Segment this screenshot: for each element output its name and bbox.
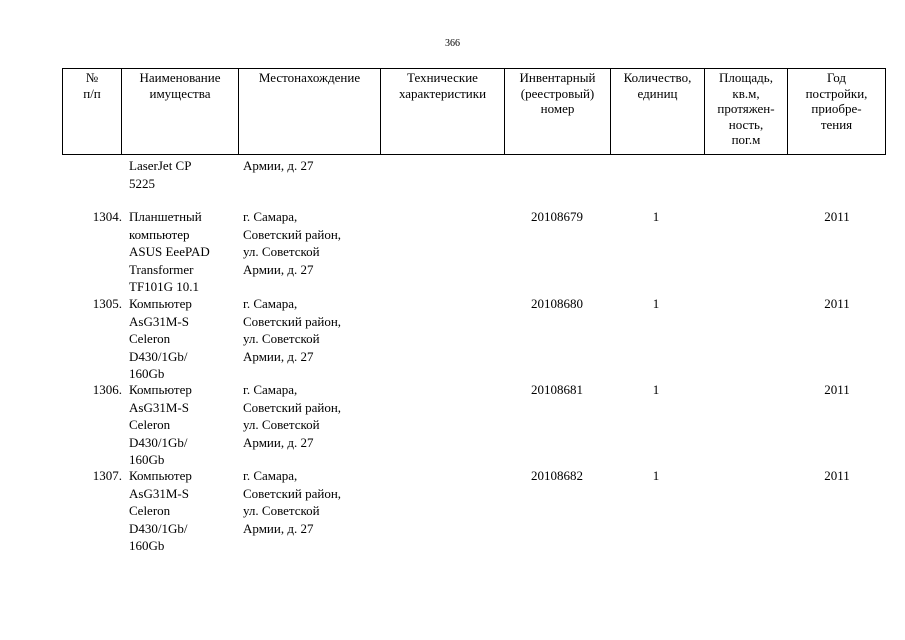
column-header-year	[788, 69, 886, 155]
acquisition-year: 2011	[824, 209, 850, 224]
quantity: 1	[652, 296, 660, 311]
quantity: 1	[652, 382, 660, 397]
acquisition-year: 2011	[824, 468, 850, 483]
item-location: Армии, д. 27	[243, 158, 314, 173]
column-header-area	[705, 69, 788, 155]
column-header-specs	[381, 69, 505, 155]
acquisition-year: 2011	[824, 382, 850, 397]
column-header-label: № п/п	[83, 70, 101, 101]
table-row	[62, 208, 885, 295]
item-location: г. Самара, Советский район, ул. Советской Армии, д. 27	[243, 382, 342, 450]
table-row	[62, 295, 885, 381]
column-header-number	[63, 69, 122, 155]
column-header-inventory	[505, 69, 611, 155]
column-header-location	[239, 69, 381, 155]
item-name: Компьютер AsG31M-S Celeron D430/1Gb/ 160Gb	[129, 468, 192, 553]
column-header-label: Местонахождение	[258, 70, 361, 85]
row-number: 1306.	[92, 382, 122, 397]
quantity: 1	[652, 209, 660, 224]
item-name: LaserJet CP 5225	[129, 158, 192, 191]
table-body	[62, 157, 885, 557]
item-name: Компьютер AsG31M-S Celeron D430/1Gb/ 160Gb	[129, 382, 192, 467]
column-header-label: Площадь, кв.м, протяжен- ность, пог.м	[717, 70, 775, 147]
column-header-label: Количество, единиц	[623, 70, 692, 101]
row-number: 1304.	[92, 209, 122, 224]
row-number: 1305.	[92, 296, 122, 311]
column-header-name	[122, 69, 239, 155]
inventory-number: 20108679	[531, 209, 583, 224]
column-header-label: Год постройки, приобре- тения	[805, 70, 868, 132]
column-header-quantity	[611, 69, 705, 155]
item-location: г. Самара, Советский район, ул. Советской Армии, д. 27	[243, 468, 342, 536]
item-name: Компьютер AsG31M-S Celeron D430/1Gb/ 160Gb	[129, 296, 192, 381]
page-number: 366	[445, 38, 460, 49]
inventory-number: 20108681	[531, 382, 583, 397]
inventory-number: 20108682	[531, 468, 583, 483]
item-location: г. Самара, Советский район, ул. Советской Армии, д. 27	[243, 296, 342, 364]
table-header	[62, 68, 886, 155]
quantity: 1	[652, 468, 660, 483]
inventory-number: 20108680	[531, 296, 583, 311]
column-header-label: Наименование имущества	[139, 70, 221, 101]
item-location: г. Самара, Советский район, ул. Советской Армии, д. 27	[243, 209, 342, 277]
table-row	[62, 467, 885, 557]
row-number: 1307.	[92, 468, 122, 483]
column-header-label: Технические характеристики	[398, 70, 487, 101]
table-row	[62, 381, 885, 467]
item-name: Планшетный компьютер ASUS EeePAD Transformer TF101G 10.1	[129, 209, 210, 294]
column-header-label: Инвентарный (реестровый) номер	[519, 70, 596, 116]
table-row-continuation	[62, 157, 885, 208]
acquisition-year: 2011	[824, 296, 850, 311]
